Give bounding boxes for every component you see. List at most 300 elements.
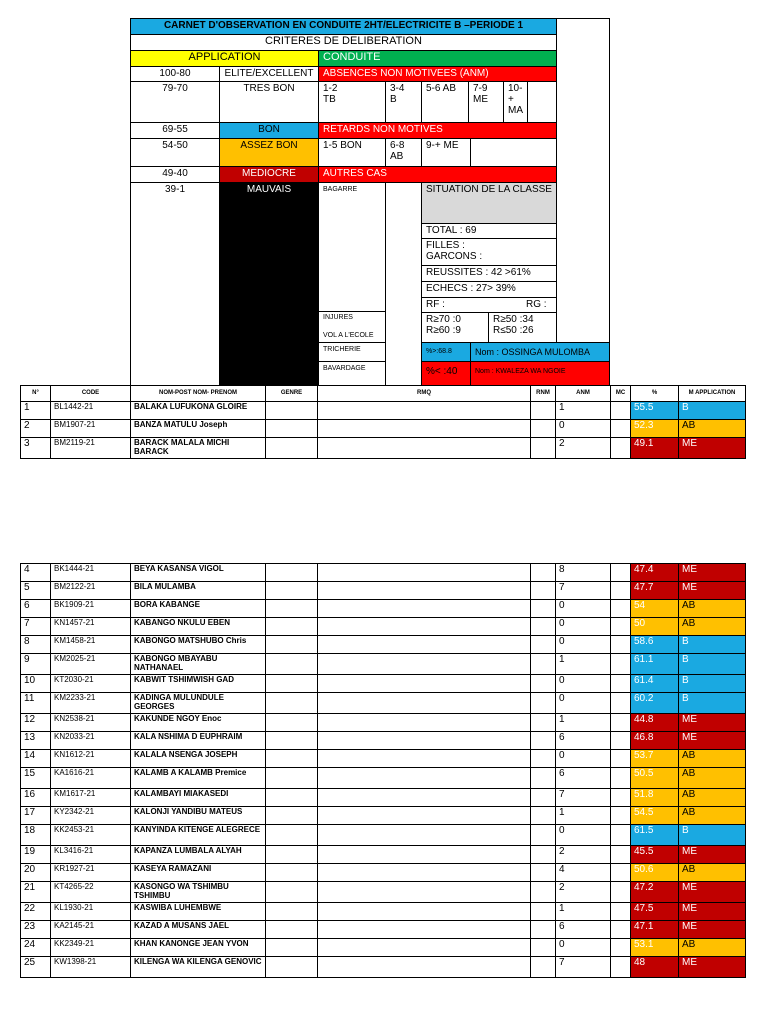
student-application: ME [679,582,746,600]
student-code: KN1457-21 [51,618,131,636]
row-number: 15 [21,768,51,789]
row-number: 25 [21,957,51,978]
table-row [21,957,746,978]
student-name: KILENGA WA KILENGA GENOVIC [131,957,266,978]
student-anm: 7 [556,582,611,600]
student-rnm [531,903,556,921]
label-bon: BON [219,122,319,139]
student-code: KK2349-21 [51,939,131,957]
student-percentage: 58.6 [631,636,679,654]
table-row [21,825,746,846]
student-anm: 1 [556,807,611,825]
student-rnm [531,564,556,582]
student-name: BEYA KASANSA VIGOL [131,564,266,582]
student-name: KABWIT TSHIMWISH GAD [131,675,266,693]
row-number: 18 [21,825,51,846]
student-mc [611,600,631,618]
student-code: KM2233-21 [51,693,131,714]
student-name: KASWIBA LUHEMBWE [131,903,266,921]
tricherie-label: TRICHERIE [318,342,386,362]
table-row [21,732,746,750]
autres-cas-header: AUTRES CAS [318,166,557,183]
range-49-40: 49-40 [130,166,220,183]
row-number: 5 [21,582,51,600]
student-anm: 0 [556,750,611,768]
student-application: ME [679,903,746,921]
student-application: B [679,825,746,846]
row-number: 2 [21,420,51,438]
anm-ab: 5-6 AB [421,81,469,123]
col-genre: GENRE [266,386,318,402]
student-application: AB [679,618,746,636]
student-name: KALAMB A KALAMB Premice [131,768,266,789]
situation-rf-rg [421,297,557,313]
student-application: ME [679,846,746,864]
row-number: 1 [21,402,51,420]
student-percentage: 50 [631,618,679,636]
student-genre [266,939,318,957]
table-row [21,846,746,864]
student-code: KA1616-21 [51,768,131,789]
table-row [21,438,746,459]
student-percentage: 51.8 [631,789,679,807]
student-name: KHAN KANONGE JEAN YVON [131,939,266,957]
student-name: KALALA NSENGA JOSEPH [131,750,266,768]
student-code: KM2025-21 [51,654,131,675]
row-number: 13 [21,732,51,750]
student-rmq [318,750,531,768]
table-row [21,693,746,714]
student-anm: 1 [556,714,611,732]
student-percentage: 50.5 [631,768,679,789]
student-mc [611,957,631,978]
student-percentage: 44.8 [631,714,679,732]
student-anm: 1 [556,402,611,420]
row-number: 16 [21,789,51,807]
student-name: KABANGO NKULU EBEN [131,618,266,636]
table-row [21,618,746,636]
row-number: 8 [21,636,51,654]
student-rnm [531,921,556,939]
student-code: KM1458-21 [51,636,131,654]
injures-text: INJURES [323,314,353,321]
anm-blank [527,81,557,123]
student-genre [266,807,318,825]
student-anm: 6 [556,768,611,789]
student-mc [611,921,631,939]
row-number: 21 [21,882,51,903]
retards-header: RETARDS NON MOTIVES [318,122,557,139]
student-code: BM1907-21 [51,420,131,438]
student-rmq [318,654,531,675]
label-tres-bon: TRES BON [219,81,319,123]
student-rmq [318,732,531,750]
student-anm: 2 [556,438,611,459]
student-application: ME [679,732,746,750]
row-number: 9 [21,654,51,675]
student-rmq [318,939,531,957]
student-rnm [531,420,556,438]
row-number: 14 [21,750,51,768]
application-header: APPLICATION [130,50,319,67]
student-code: KW1398-21 [51,957,131,978]
student-rmq [318,420,531,438]
student-code: KN2033-21 [51,732,131,750]
student-percentage: 53.1 [631,939,679,957]
vol-text: VOL A L'ECOLE [323,332,374,339]
student-code: KN1612-21 [51,750,131,768]
situation-garcons: GARCONS : [426,251,483,262]
student-application: ME [679,714,746,732]
situation-r70: R≥70 :0 [426,314,461,325]
table-row [21,402,746,420]
student-rnm [531,864,556,882]
conduite-header: CONDUITE [318,50,557,67]
student-application: AB [679,750,746,768]
student-percentage: 54 [631,600,679,618]
row-number: 24 [21,939,51,957]
col-name: NOM-POST NOM- PRENOM [131,386,266,402]
student-anm: 6 [556,921,611,939]
range-69-55: 69-55 [130,122,220,139]
row-number: 6 [21,600,51,618]
label-assez-bon: ASSEZ BON [219,138,319,167]
row-number: 3 [21,438,51,459]
student-rmq [318,807,531,825]
student-application: AB [679,789,746,807]
student-rmq [318,768,531,789]
table-row [21,636,746,654]
col-anm: ANM [556,386,611,402]
student-genre [266,654,318,675]
situation-nom-low: Nom : KWALEZA WA NGOIE [470,361,610,386]
row-number: 22 [21,903,51,921]
bagarre-col2 [385,182,422,386]
student-application: ME [679,438,746,459]
anm-tb: 1-2 TB [318,81,386,123]
range-79-70: 79-70 [130,81,220,123]
student-code: KT2030-21 [51,675,131,693]
student-rnm [531,825,556,846]
student-anm: 0 [556,618,611,636]
anm-me: 7-9 ME [468,81,504,123]
student-rnm [531,618,556,636]
student-anm: 7 [556,957,611,978]
student-code: KA2145-21 [51,921,131,939]
table-row [21,675,746,693]
student-code: BK1444-21 [51,564,131,582]
student-code: BK1909-21 [51,600,131,618]
student-percentage: 47.1 [631,921,679,939]
criteria-block [130,18,610,386]
situation-filles-garcons [421,238,557,266]
student-anm: 4 [556,864,611,882]
student-genre [266,618,318,636]
table-row [21,939,746,957]
student-application: B [679,675,746,693]
table-row [21,750,746,768]
student-code: KY2342-21 [51,807,131,825]
situation-rg: RG : [526,299,547,310]
student-rmq [318,564,531,582]
student-application: AB [679,420,746,438]
injures-label [318,311,386,343]
col-code: CODE [51,386,131,402]
student-name: KASEYA RAMAZANI [131,864,266,882]
student-genre [266,402,318,420]
student-mc [611,582,631,600]
range-39-1: 39-1 [130,182,220,386]
student-anm: 0 [556,636,611,654]
situation-pct-high: %>:68.8 [421,342,471,362]
student-rmq [318,882,531,903]
situation-nom-high: Nom : OSSINGA MULOMBA [470,342,610,362]
student-anm: 0 [556,693,611,714]
student-rnm [531,939,556,957]
table-row [21,921,746,939]
student-percentage: 49.1 [631,438,679,459]
col-pct: % [631,386,679,402]
table-row [21,789,746,807]
student-anm: 2 [556,882,611,903]
anm-ma: 10- + MA [503,81,528,123]
student-genre [266,921,318,939]
student-name: KABONGO MATSHUBO Chris [131,636,266,654]
student-anm: 0 [556,420,611,438]
table-row [21,564,746,582]
situation-total: TOTAL : 69 [421,223,557,239]
student-rnm [531,846,556,864]
table-row [21,420,746,438]
student-anm: 0 [556,939,611,957]
bagarre-label: BAGARRE [318,182,386,312]
student-application: AB [679,939,746,957]
student-anm: 0 [556,825,611,846]
student-rnm [531,882,556,903]
student-percentage: 61.1 [631,654,679,675]
student-genre [266,732,318,750]
student-anm: 7 [556,789,611,807]
student-rnm [531,675,556,693]
page-title: CARNET D'OBSERVATION EN CONDUITE 2HT/ELECTRICITE B –PERIODE 1 [130,18,557,35]
student-code: BL1442-21 [51,402,131,420]
student-genre [266,789,318,807]
student-name: KAKUNDE NGOY Enoc [131,714,266,732]
student-code: KR1927-21 [51,864,131,882]
student-genre [266,582,318,600]
situation-r50: R≥50 :34 [493,314,534,325]
student-rnm [531,807,556,825]
label-mediocre: MEDIOCRE [219,166,319,183]
student-percentage: 54.5 [631,807,679,825]
student-rnm [531,768,556,789]
student-name: KALA NSHIMA D EUPHRAIM [131,732,266,750]
student-genre [266,636,318,654]
student-genre [266,882,318,903]
title-right-blank [556,18,610,386]
bavardage-label: BAVARDAGE [318,361,386,386]
student-code: KL1930-21 [51,903,131,921]
student-genre [266,957,318,978]
student-rnm [531,693,556,714]
situation-r-low [488,312,557,343]
student-mc [611,714,631,732]
student-genre [266,693,318,714]
student-mc [611,939,631,957]
situation-pct-low: %< :40 [421,361,471,386]
retards-bon: 1-5 BON [318,138,386,167]
range-100-80: 100-80 [130,66,220,82]
student-mc [611,402,631,420]
students-table-top [20,385,746,459]
student-rnm [531,789,556,807]
student-genre [266,600,318,618]
situation-rle50: R≤50 :26 [493,325,534,336]
student-code: KL3416-21 [51,846,131,864]
student-genre [266,864,318,882]
table-header-row [21,386,746,402]
student-application: ME [679,564,746,582]
student-code: KT4265-22 [51,882,131,903]
student-mc [611,438,631,459]
student-mc [611,807,631,825]
student-genre [266,750,318,768]
row-number: 19 [21,846,51,864]
col-rmq: RMQ [318,386,531,402]
student-percentage: 47.5 [631,903,679,921]
student-name: KALONJI YANDIBU MATEUS [131,807,266,825]
student-mc [611,654,631,675]
label-elite: ELITE/EXCELLENT [219,66,319,82]
students-table-bottom [20,563,746,978]
student-mc [611,882,631,903]
student-rmq [318,618,531,636]
student-genre [266,675,318,693]
situation-rf: RF : [426,299,445,310]
student-rnm [531,732,556,750]
student-anm: 0 [556,675,611,693]
table-row [21,903,746,921]
table-row [21,864,746,882]
table-row [21,600,746,618]
student-percentage: 61.4 [631,675,679,693]
student-percentage: 47.4 [631,564,679,582]
student-mc [611,825,631,846]
student-rmq [318,636,531,654]
label-mauvais: MAUVAIS [219,182,319,386]
student-percentage: 48 [631,957,679,978]
student-mc [611,564,631,582]
table-row [21,807,746,825]
student-rmq [318,693,531,714]
student-percentage: 47.7 [631,582,679,600]
table-row [21,768,746,789]
student-name: KAZAD A MUSANS JAEL [131,921,266,939]
student-rnm [531,636,556,654]
row-number: 20 [21,864,51,882]
criteria-subtitle: CRITERES DE DELIBERATION [130,34,557,51]
student-anm: 0 [556,600,611,618]
student-anm: 1 [556,654,611,675]
range-54-50: 54-50 [130,138,220,167]
student-rnm [531,750,556,768]
student-code: KN2538-21 [51,714,131,732]
table-row [21,714,746,732]
student-genre [266,825,318,846]
student-genre [266,564,318,582]
student-application: AB [679,864,746,882]
student-name: BANZA MATULU Joseph [131,420,266,438]
student-mc [611,618,631,636]
student-application: ME [679,957,746,978]
situation-echecs: ECHECS : 27> 39% [421,281,557,298]
table-row [21,582,746,600]
row-number: 10 [21,675,51,693]
student-mc [611,675,631,693]
student-rmq [318,675,531,693]
row-number: 17 [21,807,51,825]
student-mc [611,420,631,438]
student-rmq [318,825,531,846]
student-name: KADINGA MULUNDULE GEORGES [131,693,266,714]
student-percentage: 52.3 [631,420,679,438]
student-mc [611,732,631,750]
student-application: ME [679,882,746,903]
student-application: AB [679,807,746,825]
student-rmq [318,921,531,939]
student-genre [266,846,318,864]
table-row [21,882,746,903]
student-percentage: 55.5 [631,402,679,420]
student-code: KM1617-21 [51,789,131,807]
student-rmq [318,582,531,600]
col-mc: MC [611,386,631,402]
table-row [21,654,746,675]
student-application: B [679,636,746,654]
student-anm: 6 [556,732,611,750]
student-name: KABONGO MBAYABU NATHANAEL [131,654,266,675]
row-number: 4 [21,564,51,582]
student-application: AB [679,600,746,618]
situation-title: SITUATION DE LA CLASSE [421,182,557,224]
student-anm: 1 [556,903,611,921]
student-application: B [679,402,746,420]
student-percentage: 61.5 [631,825,679,846]
retards-me: 9-+ ME [421,138,471,167]
situation-r60: R≥60 :9 [426,325,461,336]
row-number: 12 [21,714,51,732]
student-mc [611,768,631,789]
situation-r-high [421,312,489,343]
student-anm: 8 [556,564,611,582]
row-number: 11 [21,693,51,714]
row-number: 7 [21,618,51,636]
student-mc [611,864,631,882]
student-mc [611,636,631,654]
student-rnm [531,438,556,459]
retards-ab: 6-8 AB [385,138,422,167]
student-genre [266,768,318,789]
student-percentage: 50.6 [631,864,679,882]
col-num: N° [21,386,51,402]
situation-filles: FILLES : [426,240,465,251]
student-mc [611,903,631,921]
row-number: 23 [21,921,51,939]
student-mc [611,693,631,714]
student-rnm [531,600,556,618]
student-genre [266,420,318,438]
retards-blank [470,138,557,167]
